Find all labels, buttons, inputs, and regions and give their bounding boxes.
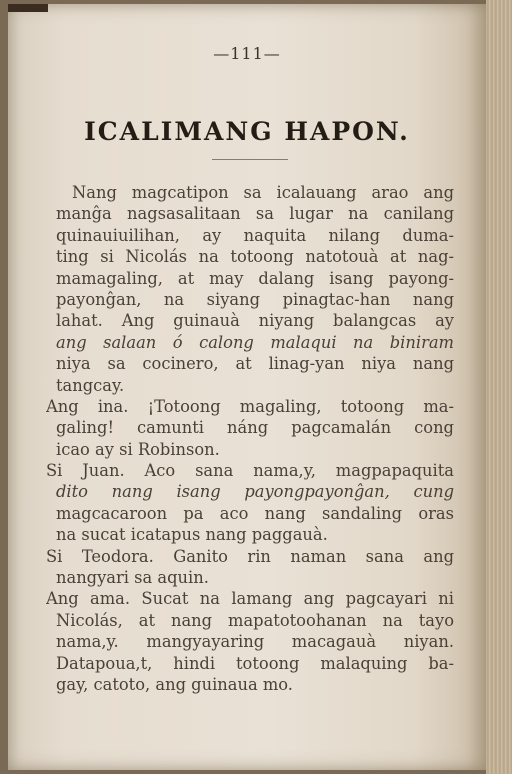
text-line: nangyari sa aquin.	[56, 568, 209, 588]
text-line: galing! camunti náng pagcamalán cong	[56, 418, 454, 438]
text-line: mamagaling, at may dalang isang payong-	[56, 268, 454, 288]
body-text	[46, 182, 454, 695]
text-line: Datapoua,t, hindi totoong malaquing ba-	[56, 653, 454, 673]
text-line: Nang magcatipon sa icalauang arao ang	[72, 183, 454, 202]
dialogue-line: Ang ina. ¡Totoong magaling, totoong ma-	[46, 396, 454, 416]
book-page	[8, 4, 486, 770]
chapter-title: ICALIMANG HAPON.	[84, 117, 410, 146]
text-line: na sucat icatapus nang paggauà.	[56, 525, 328, 545]
text-line: tangcay.	[56, 375, 125, 395]
text-line: icao ay si Robinson.	[56, 439, 220, 459]
page-corner-mark	[8, 4, 48, 12]
text-line: magcacaroon pa aco nang sandaling oras	[56, 503, 454, 523]
text-line: niya sa cocinero, at linag-yan niya nang	[56, 354, 454, 374]
text-line: lahat. Ang guinauà niyang balangcas ay	[56, 311, 454, 331]
dialogue-line: Si Teodora. Ganito rin naman sana ang	[46, 546, 454, 566]
text-line: manĝa nagsasalitaan sa lugar na canilang	[56, 204, 454, 224]
text-line: quinauiuilihan, ay naquita nilang duma-	[56, 225, 454, 245]
text-line: dito nang isang payongpayonĝan, cung	[56, 482, 454, 502]
dialogue-line: Si Juan. Aco sana nama,y, magpapaquita	[46, 461, 454, 481]
text-line: gay, catoto, ang guinaua mo.	[56, 674, 293, 694]
page-number: —111—	[213, 44, 281, 63]
text-line: nama,y. mangyayaring macagauà niyan.	[56, 632, 454, 652]
text-line: ang salaan ó calong malaqui na biniram	[56, 332, 454, 352]
title-rule	[212, 159, 288, 160]
page-edge	[486, 0, 512, 774]
text-line: payonĝan, na siyang pinagtac-han nang	[56, 289, 454, 309]
text-line: Nicolás, at nang mapatotoohanan na tayo	[56, 610, 454, 630]
dialogue-line: Ang ama. Sucat na lamang ang pagcayari ni	[46, 589, 454, 609]
text-line: ting si Nicolás na totoong natotouà at nag-	[56, 247, 454, 267]
